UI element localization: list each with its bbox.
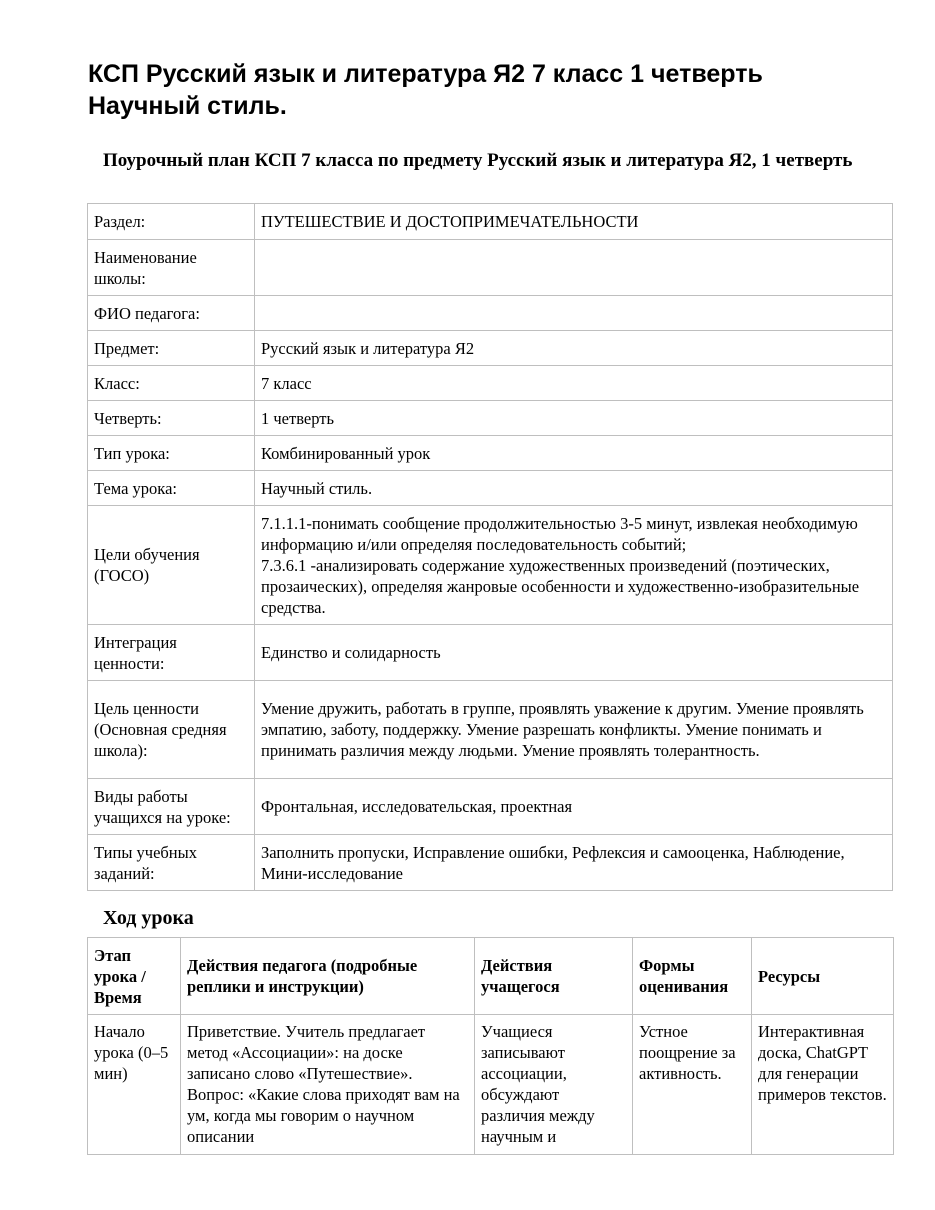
integration-label: Интеграция ценности:: [88, 625, 255, 681]
teacher-label: ФИО педагога:: [88, 296, 255, 331]
column-header-teacher-actions: Действия педагога (подробные реплики и инструкции): [181, 938, 475, 1015]
table-row: [88, 296, 893, 331]
assessment-cell: Устное поощрение за активность.: [633, 1015, 752, 1155]
column-header-resources: Ресурсы: [752, 938, 894, 1015]
lesson-type-label: Тип урока:: [88, 436, 255, 471]
table-row: [88, 1015, 894, 1155]
title-line-2: Научный стиль.: [88, 92, 287, 120]
table-row: [88, 625, 893, 681]
lesson-info-table: [87, 203, 893, 891]
stage-cell: Начало урока (0–5 мин): [88, 1015, 181, 1155]
value-goal-label: Цель ценности (Основная средняя школа):: [88, 681, 255, 779]
document-title: [88, 58, 888, 122]
column-header-student-actions: Действия учащегося: [475, 938, 633, 1015]
task-types-value: Заполнить пропуски, Исправление ошибки, Рефлексия и самооценка, Наблюдение, Мини-исследование: [255, 835, 893, 891]
class-label: Класс:: [88, 366, 255, 401]
goals-label: Цели обучения (ГОСО): [88, 506, 255, 625]
teacher-value: [255, 296, 893, 331]
school-label: Наименование школы:: [88, 240, 255, 296]
student-actions-cell: Учащиеся записывают ассоциации, обсуждают различия между научным и: [475, 1015, 633, 1155]
column-header-assessment: Формы оценивания: [633, 938, 752, 1015]
task-types-label: Типы учебных заданий:: [88, 835, 255, 891]
work-types-value: Фронтальная, исследовательская, проектная: [255, 779, 893, 835]
razdel-label: Раздел:: [88, 204, 255, 240]
table-row: [88, 506, 893, 625]
goals-value: 7.1.1.1-понимать сообщение продолжительностью 3-5 минут, извлекая необходимую информацию и/или определяя последовательность событий; 7.3.6.1 -анализировать содержание художественных произведений (поэтических, прозаических), определяя жанровые особенности и художественно-изобразительные средства.: [255, 506, 893, 625]
table-row: [88, 681, 893, 779]
class-value: 7 класс: [255, 366, 893, 401]
topic-value: Научный стиль.: [255, 471, 893, 506]
table-header-row: [88, 938, 894, 1015]
table-row: [88, 779, 893, 835]
table-row: [88, 331, 893, 366]
lesson-progress-heading: Ход урока: [103, 907, 194, 929]
work-types-label: Виды работы учащихся на уроке:: [88, 779, 255, 835]
teacher-actions-cell: Приветствие. Учитель предлагает метод «Ассоциации»: на доске записано слово «Путешествие». Вопрос: «Какие слова приходят вам на ум, когда мы говорим о научном описании: [181, 1015, 475, 1155]
plan-heading: Поурочный план КСП 7 класса по предмету Русский язык и литература Я2, 1 четверть: [103, 150, 853, 171]
table-row: [88, 835, 893, 891]
integration-value: Единство и солидарность: [255, 625, 893, 681]
quarter-label: Четверть:: [88, 401, 255, 436]
title-line-1: КСП Русский язык и литература Я2 7 класс 1 четверть: [88, 60, 763, 88]
table-row: [88, 471, 893, 506]
razdel-value: ПУТЕШЕСТВИЕ И ДОСТОПРИМЕЧАТЕЛЬНОСТИ: [255, 204, 893, 240]
column-header-stage: Этап урока / Время: [88, 938, 181, 1015]
subject-label: Предмет:: [88, 331, 255, 366]
subject-value: Русский язык и литература Я2: [255, 331, 893, 366]
table-row: [88, 401, 893, 436]
school-value: [255, 240, 893, 296]
table-row: [88, 240, 893, 296]
lesson-progress-table: [87, 937, 894, 1155]
table-row: [88, 366, 893, 401]
quarter-value: 1 четверть: [255, 401, 893, 436]
lesson-type-value: Комбинированный урок: [255, 436, 893, 471]
resources-cell: Интерактивная доска, ChatGPT для генерации примеров текстов.: [752, 1015, 894, 1155]
table-row: [88, 204, 893, 240]
value-goal-value: Умение дружить, работать в группе, проявлять уважение к другим. Умение проявлять эмпатию, заботу, поддержку. Умение разрешать конфликты. Умение понимать и принимать различия между людьми. Умение проявлять толерантность.: [255, 681, 893, 779]
table-row: [88, 436, 893, 471]
topic-label: Тема урока:: [88, 471, 255, 506]
